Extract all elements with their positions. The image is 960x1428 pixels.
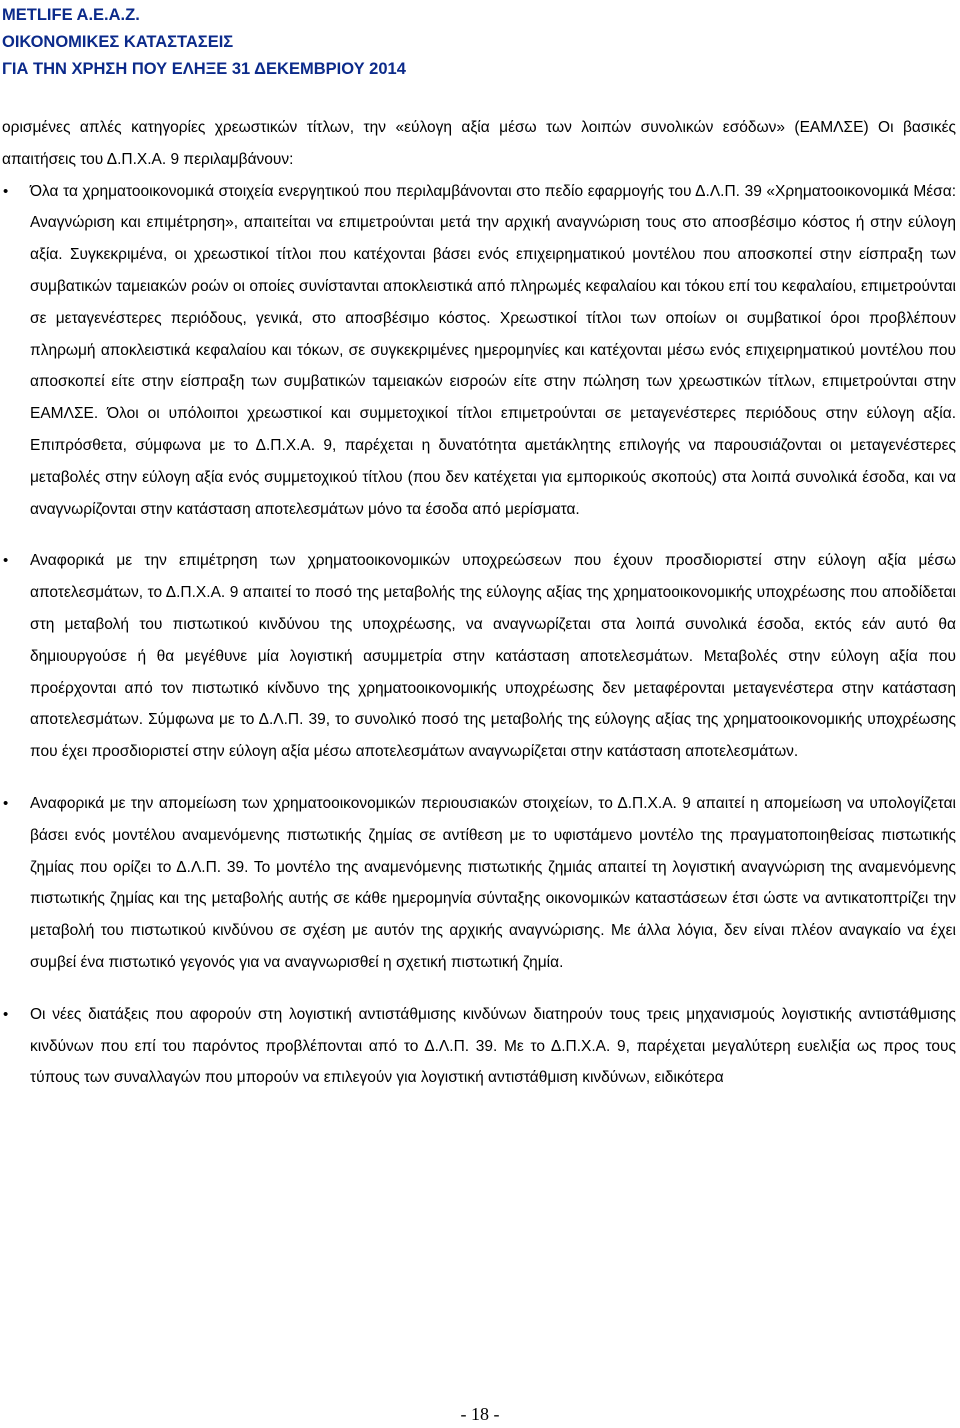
bullet-text: Όλα τα χρηματοοικονομικά στοιχεία ενεργητικού που περιλαμβάνονται στο πεδίο εφαρμογής του Δ.Λ.Π. 39 «Χρηματοοικονομικά Μέσα: Αναγνώριση και επιμέτρηση», απαιτείται να επιμετρούνται μετά την αρχική αναγνώριση τους στο αποσβέσιμο κόστος ή στην εύλογη αξία. Συγκεκριμένα, οι χρεωστικοί τίτλοι που κατέχονται βάσει ενός επιχειρηματικού μοντέλου που αποσκοπεί στην είσπραξη των συμβατικών ταμειακών ροών οι οποίες συνίστανται αποκλειστικά από πληρωμές κεφαλαίου και τόκου επί του κεφαλαίου, επιμετρούνται σε μεταγενέστερες περιόδους, γενικά, στο αποσβέσιμο κόστος. Χρεωστικοί τίτλοι των οποίων οι συμβατικοί όροι προβλέπουν πληρωμή αποκλειστικά κεφαλαίου και τόκων, σε συγκεκριμένες ημερομηνίες και κατέχονται μέσω ενός επιχειρηματικού μοντέλου που αποσκοπεί είτε στην είσπραξη των συμβατικών ταμειακών εισροών είτε στην πώληση των χρεωστικών τίτλων, επιμετρούνται στην ΕΑΜΛΣΕ. Όλοι οι υπόλοιποι χρεωστικοί και συμμετοχικοί τίτλοι επιμετρούνται σε μεταγενέστερες περιόδους στην εύλογη αξία. Επιπρόσθετα, σύμφωνα με το Δ.Π.Χ.Α. 9, παρέχεται η δυνατότητα αμετάκλητης επιλογής να παρουσιάζονται οι μεταγενέστερες μεταβολές στην εύλογη αξία ενός συμμετοχικού τίτλου (που δεν κατέχεται για εμπορικούς σκοπούς) στα λοιπά συνολικά έσοδα, και να αναγνωρίζονται στην κατάσταση αποτελεσμάτων μόνο τα έσοδα από μερίσματα. <box>30 182 956 518</box>
bullet-icon: • <box>3 794 9 812</box>
bullet-icon: • <box>3 552 9 570</box>
bullet-item-financial-liabilities <box>2 545 956 768</box>
bullet-text: Αναφορικά με την επιμέτρηση των χρηματοοικονομικών υποχρεώσεων που έχουν προσδιοριστεί στην εύλογη αξία μέσω αποτελεσμάτων, το Δ.Π.Χ.Α. 9 απαιτεί το ποσό της μεταβολής της εύλογης αξίας της χρηματοοικονομικής υποχρέωσης που αποδίδεται στη μεταβολή του πιστωτικού κινδύνου της υποχρέωσης, να αναγνωρίζεται στα λοιπά συνολικά έσοδα, εκτός εάν αυτό θα δημιουργούσε ή θα μεγέθυνε μία λογιστική ασυμμετρία στην κατάσταση αποτελεσμάτων. Μεταβολές στην εύλογη αξία που προέρχονται από τον πιστωτικό κίνδυνο της χρηματοοικονομικής υποχρέωσης δεν μεταφέρονται μεταγενέστερα στην κατάσταση αποτελεσμάτων. Σύμφωνα με το Δ.Λ.Π. 39, το συνολικό ποσό της μεταβολής της εύλογης αξίας της χρηματοοικονομικής υποχρέωσης που έχει προσδιοριστεί στην εύλογη αξία μέσω αποτελεσμάτων αναγνωρίζεται στην κατάσταση αποτελεσμάτων. <box>30 552 956 761</box>
reporting-period: ΓΙΑ ΤΗΝ ΧΡΗΣΗ ΠΟΥ ΕΛΗΞΕ 31 ΔΕΚΕΜΒΡΙΟΥ 2014 <box>2 60 406 78</box>
company-name: METLIFE A.E.A.Z. <box>2 6 140 24</box>
document-body <box>2 112 956 1094</box>
bullet-icon: • <box>3 182 9 200</box>
document-title: ΟΙΚΟΝΟΜΙΚΕΣ ΚΑΤΑΣΤΑΣΕΙΣ <box>2 33 234 51</box>
bullet-icon: • <box>3 1005 9 1023</box>
page-number: - 18 - <box>460 1404 500 1424</box>
bullet-text: Οι νέες διατάξεις που αφορούν στη λογιστική αντιστάθμισης κινδύνων διατηρούν τους τρεις μηχανισμούς λογιστικής αντιστάθμισης κινδύνων που επί του παρόντος προβλέπονται από το Δ.Λ.Π. 39. Με το Δ.Π.Χ.Α. 9, παρέχεται μεγαλύτερη ευελιξία ως προς τους τύπους των συναλλαγών που μπορούν να επιλεγούν για λογιστική αντιστάθμιση κινδύνων, ειδικότερα <box>30 1005 956 1087</box>
paragraph-spacer <box>2 979 956 999</box>
bullet-item-classification <box>2 176 956 526</box>
paragraph-spacer <box>2 525 956 545</box>
bullet-item-impairment <box>2 788 956 979</box>
bullet-item-hedge-accounting <box>2 999 956 1094</box>
paragraph-spacer <box>2 768 956 788</box>
bullet-text: Αναφορικά με την απομείωση των χρηματοοικονομικών περιουσιακών στοιχείων, το Δ.Π.Χ.Α. 9 απαιτεί η απομείωση να υπολογίζεται βάσει ενός μοντέλου αναμενόμενης πιστωτικής ζημίας σε αντίθεση με το υφιστάμενο μοντέλο της πραγματοποιηθείσας πιστωτικής ζημίας που ορίζει το Δ.Λ.Π. 39. Το μοντέλο της αναμενόμενης πιστωτικής ζημιάς απαιτεί τη λογιστική αναγνώριση της αναμενόμενης πιστωτικής ζημίας και της μεταβολής αυτής σε κάθε ημερομηνία σύνταξης οικονομικών καταστάσεων έτσι ώστε να αντικατοπτρίζει την μεταβολή του πιστωτικού κινδύνου σε σχέση με αυτόν της αρχικής αναγνώρισης. Με άλλα λόγια, δεν είναι πλέον αναγκαίο να έχει συμβεί ένα πιστωτικό γεγονός για να αναγνωρισθεί η σχετική πιστωτική ζημία. <box>30 794 956 971</box>
intro-paragraph: ορισμένες απλές κατηγορίες χρεωστικών τίτλων, την «εύλογη αξία μέσω των λοιπών συνολικών εσόδων» (ΕΑΜΛΣΕ) Οι βασικές απαιτήσεις του Δ.Π.Χ.Α. 9 περιλαμβάνουν: <box>2 119 956 168</box>
document-header <box>2 2 942 83</box>
